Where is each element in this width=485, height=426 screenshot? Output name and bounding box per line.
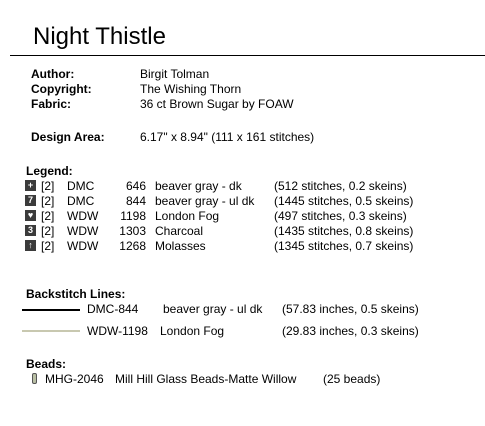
legend-count: [2] — [41, 239, 55, 253]
legend-count: [2] — [41, 224, 55, 238]
heart-symbol-icon: ♥ — [25, 210, 36, 221]
legend-name: beaver gray - dk — [155, 179, 242, 193]
backstitch-name: beaver gray - ul dk — [163, 302, 263, 316]
author-label: Author: — [31, 67, 75, 81]
fabric-label: Fabric: — [31, 97, 72, 111]
seven-symbol-icon: 7 — [25, 195, 36, 206]
legend-usage: (1435 stitches, 0.8 skeins) — [274, 224, 414, 238]
legend-brand: DMC — [67, 179, 95, 193]
legend-usage: (1445 stitches, 0.5 skeins) — [274, 194, 414, 208]
backstitch-name: London Fog — [160, 324, 225, 338]
page-title: Night Thistle — [33, 23, 166, 50]
backstitch-usage: (29.83 inches, 0.3 skeins) — [282, 324, 419, 338]
design-area-label: Design Area: — [31, 130, 105, 144]
backstitch-usage: (57.83 inches, 0.5 skeins) — [282, 302, 419, 316]
legend-usage: (497 stitches, 0.3 skeins) — [274, 209, 407, 223]
title-rule — [10, 55, 485, 56]
copyright-value: The Wishing Thorn — [140, 82, 242, 96]
plus-symbol-icon: + — [25, 180, 36, 191]
legend-code: 646 — [125, 179, 146, 193]
backstitch-code: DMC-844 — [87, 302, 139, 316]
legend-count: [2] — [41, 179, 55, 193]
bead-icon — [32, 373, 37, 384]
beads-heading: Beads: — [26, 357, 67, 371]
bead-usage: (25 beads) — [323, 372, 381, 386]
three-symbol-icon: 3 — [25, 225, 36, 236]
legend-usage: (1345 stitches, 0.7 skeins) — [274, 239, 414, 253]
legend-name: Molasses — [155, 239, 206, 253]
legend-code: 1268 — [119, 239, 146, 253]
backstitch-line-swatch — [22, 330, 80, 332]
design-area-value: 6.17" x 8.94" (111 x 161 stitches) — [140, 130, 315, 144]
backstitch-line-swatch — [22, 309, 80, 311]
legend-brand: WDW — [67, 224, 99, 238]
bead-code: MHG-2046 — [45, 372, 104, 386]
legend-name: London Fog — [155, 209, 220, 223]
up-arrow-symbol-icon: ↑ — [25, 240, 36, 251]
legend-brand: DMC — [67, 194, 95, 208]
legend-count: [2] — [41, 194, 55, 208]
copyright-label: Copyright: — [31, 82, 92, 96]
author-value: Birgit Tolman — [140, 67, 210, 81]
legend-heading: Legend: — [26, 164, 73, 178]
legend-count: [2] — [41, 209, 55, 223]
backstitch-heading: Backstitch Lines: — [26, 287, 126, 301]
legend-code: 1198 — [120, 209, 146, 223]
bead-name: Mill Hill Glass Beads-Matte Willow — [115, 372, 297, 386]
backstitch-code: WDW-1198 — [87, 324, 148, 338]
fabric-value: 36 ct Brown Sugar by FOAW — [140, 97, 294, 111]
legend-name: beaver gray - ul dk — [155, 194, 255, 208]
legend-brand: WDW — [67, 209, 99, 223]
legend-brand: WDW — [67, 239, 99, 253]
legend-code: 1303 — [119, 224, 146, 238]
legend-usage: (512 stitches, 0.2 skeins) — [274, 179, 407, 193]
legend-code: 844 — [125, 194, 146, 208]
legend-name: Charcoal — [155, 224, 204, 238]
